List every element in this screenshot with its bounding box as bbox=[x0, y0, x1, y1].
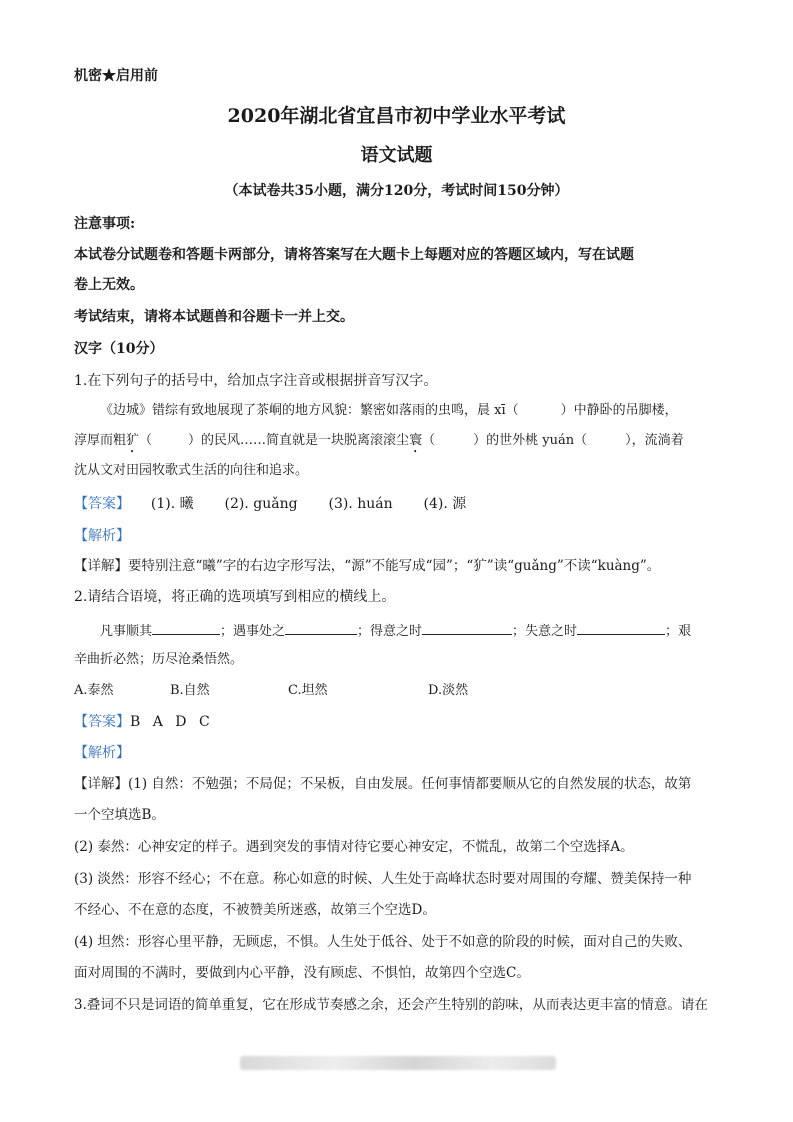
q2-sentence-line-2: 辛曲折必然；历尽沧桑悟然。 bbox=[74, 652, 244, 667]
q2-options bbox=[74, 682, 468, 700]
answer-item: (1). 曦 bbox=[150, 496, 194, 512]
q2-prompt: 2.请结合语境，将正确的选项填写到相应的横线上。 bbox=[74, 589, 396, 605]
option-c: C.坦然 bbox=[288, 683, 328, 698]
secret-label: 机密★启用前 bbox=[74, 68, 158, 84]
q2-detail-4: (4) 坦然：形容心里平静，无顾虑，不惧。人生处于低谷、处于不如意的阶段的时候，面对自己的失败、 bbox=[74, 934, 692, 950]
notice-line-2: 卷上无效。 bbox=[74, 277, 144, 293]
blurred-footer bbox=[240, 1056, 556, 1070]
notice-line-3: 考试结束，请将本试题兽和谷题卡一并上交。 bbox=[74, 309, 354, 325]
exam-note: （本试卷共35小题，满分120分，考试时间150分钟） bbox=[224, 183, 569, 199]
dotted-char: 寰 bbox=[409, 433, 423, 448]
q2-detail-1: 【详解】(1) 自然：不勉强；不局促；不呆板，自由发展。任何事情都要顺从它的自然发展的状态，故第 bbox=[74, 776, 692, 792]
option-b: B.自然 bbox=[170, 683, 210, 698]
answer-label: 【答案】 bbox=[74, 496, 130, 512]
q1-prompt: 1.在下列句子的括号中，给加点字注音或根据拼音写汉字。 bbox=[74, 373, 438, 389]
q1-passage-line-1: 《边城》错综有致地展现了茶峒的地方风貌：繁密如落雨的虫鸣，晨 xī（ ）中静卧的吊脚楼， bbox=[100, 403, 678, 418]
exam-title: 2020年湖北省宜昌市初中学业水平考试 bbox=[227, 105, 566, 127]
q2-detail-1b: 一个空填选B。 bbox=[74, 807, 165, 823]
q1-answer-row bbox=[74, 495, 466, 513]
exam-subtitle: 语文试题 bbox=[360, 145, 433, 166]
q2-analysis-label: 【解析】 bbox=[74, 745, 130, 761]
q1-passage-line-2: 淳厚而粗犷（ ）的民风……简直就是一块脱离滚滚尘寰（ ）的世外桃 yuán（ ），流淌着 bbox=[74, 433, 684, 448]
notice-heading: 注意事项: bbox=[74, 216, 136, 232]
q2-detail-2: (2) 泰然：心神安定的样子。遇到突发的事情对待它要心神安定，不慌乱，故第二个空选择A。 bbox=[74, 839, 634, 855]
answer-item: (4). 源 bbox=[423, 496, 467, 512]
q2-detail-3b: 不经心、不在意的态度，不被赞美所迷惑，故第三个空选D。 bbox=[74, 902, 436, 918]
answer-item: (2). guǎng bbox=[224, 496, 298, 512]
q2-answer-row bbox=[74, 713, 210, 731]
option-d: D.淡然 bbox=[428, 683, 469, 698]
q3-prompt: 3.叠词不只是词语的简单重复，它在形成节奏感之余，还会产生特别的韵味，从而表达更丰富的情意。请在 bbox=[74, 997, 708, 1013]
q2-sentence-line-1: 凡事顺其 ；遇事处之 ；得意之时 ；失意之时 ；艰 bbox=[100, 620, 691, 641]
section-title: 汉字（10分） bbox=[74, 341, 164, 357]
q1-passage-line-3: 沈从文对田园牧歌式生活的向往和追求。 bbox=[74, 463, 309, 478]
q2-detail-3: (3) 淡然：形容不经心；不在意。称心如意的时候、人生处于高峰状态时要对周围的夸耀、赞美保持一种 bbox=[74, 871, 692, 887]
answer-label: 【答案】 bbox=[74, 714, 130, 730]
answer-item: (3). huán bbox=[328, 496, 393, 512]
answer-value: B A D C bbox=[130, 714, 210, 730]
q1-analysis-label: 【解析】 bbox=[74, 528, 130, 544]
option-a: A.泰然 bbox=[74, 683, 114, 698]
notice-line-1: 本试卷分试题卷和答题卡两部分，请将答案写在大题卡上每题对应的答题区域内，写在试题 bbox=[74, 247, 634, 263]
dotted-char: 犷 bbox=[126, 433, 140, 448]
q1-detail: 【详解】要特别注意“曦”字的右边字形写法，“源”不能写成“园”；“犷”读“guǎng”不读“kuàng”。 bbox=[74, 558, 661, 574]
q2-detail-4b: 面对周围的不满时，要做到内心平静，没有顾虑、不惧怕，故第四个空选C。 bbox=[74, 965, 530, 981]
